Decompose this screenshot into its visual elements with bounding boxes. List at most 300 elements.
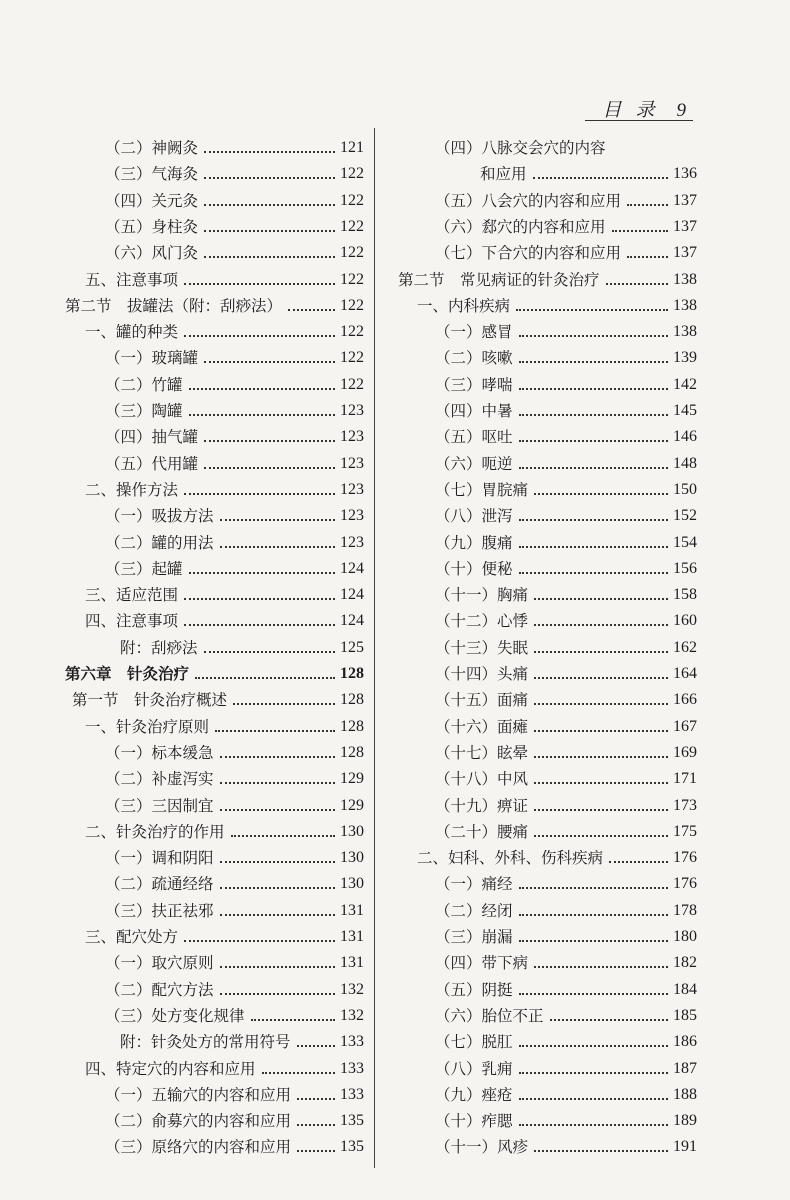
- toc-entry-title: （三）三因制宜: [105, 796, 214, 815]
- toc-entry-title: （二）疏通经络: [105, 875, 214, 894]
- toc-entry-title: 四、注意事项: [85, 612, 179, 631]
- toc-entry-page: 137: [673, 191, 697, 209]
- toc-entry-title: （三）陶罐: [105, 402, 183, 420]
- toc-entry-title: （二）神阙灸: [105, 139, 199, 157]
- dot-leader: [189, 572, 335, 574]
- toc-entry: [105, 342, 364, 368]
- toc-entry-title: （二）补虚泻实: [105, 770, 214, 789]
- dot-leader: [262, 1072, 335, 1074]
- toc-entry-title: （九）痤疮: [435, 1085, 513, 1104]
- dot-leader: [550, 1019, 668, 1021]
- toc-entry-title: （二）咳嗽: [435, 349, 513, 368]
- toc-entry-page: 131: [340, 928, 364, 945]
- dot-leader: [519, 887, 668, 889]
- toc-entry-title: 一、罐的种类: [85, 323, 179, 342]
- dot-leader: [220, 861, 335, 863]
- toc-entry-page: 152: [673, 507, 697, 525]
- toc-entry: [105, 1079, 364, 1105]
- dot-leader: [189, 414, 335, 416]
- toc-entry: [105, 842, 364, 868]
- toc-entry: [435, 369, 697, 395]
- dot-leader: [220, 966, 335, 968]
- toc-entry: [435, 237, 697, 263]
- dot-leader: [534, 756, 668, 758]
- dot-leader: [297, 1045, 335, 1047]
- toc-entry-page: 176: [673, 849, 697, 867]
- toc-entry-title: （十二）心悸: [435, 612, 529, 631]
- toc-entry-title: （十六）面瘫: [435, 717, 529, 736]
- toc-entry-title: 五、注意事项: [85, 270, 179, 289]
- toc-entry: [105, 947, 364, 973]
- dot-leader: [204, 651, 335, 653]
- toc-entry-page: 164: [673, 665, 697, 682]
- dot-leader: [519, 546, 668, 548]
- toc-entry-page: 131: [340, 901, 364, 919]
- toc-entry-title: （三）原络穴的内容和应用: [105, 1138, 292, 1157]
- toc-entry-title: （五）代用罐: [105, 454, 199, 473]
- toc-entry-page: 137: [673, 217, 697, 235]
- toc-entry-page: 131: [340, 954, 364, 972]
- toc-entry: [435, 921, 697, 947]
- toc-entry-title: （四）八脉交会穴的内容: [435, 139, 606, 157]
- toc-entry: [480, 158, 697, 184]
- toc-entry: [105, 1105, 364, 1131]
- dot-leader: [297, 1124, 335, 1126]
- toc-entry-page: 138: [673, 323, 697, 341]
- toc-entry: [435, 316, 697, 342]
- dot-leader: [195, 677, 335, 679]
- toc-entry: [435, 1000, 697, 1026]
- toc-entry-page: 184: [673, 980, 697, 998]
- toc-entry-page: 160: [673, 612, 697, 630]
- toc-entry-page: 133: [340, 1085, 364, 1103]
- dot-leader: [519, 940, 668, 942]
- dot-leader: [534, 966, 668, 968]
- dot-leader: [204, 440, 335, 442]
- toc-entry: [435, 579, 697, 605]
- dot-leader: [534, 730, 668, 732]
- toc-entry-title: （七）脱肛: [435, 1033, 513, 1052]
- toc-entry-page: 124: [340, 612, 364, 630]
- dot-leader: [204, 467, 335, 469]
- toc-entry: [72, 684, 364, 710]
- toc-entry: [435, 684, 697, 710]
- toc-entry: [105, 763, 364, 789]
- toc-entry-page: 125: [340, 638, 364, 656]
- dot-leader: [534, 703, 668, 705]
- toc-entry-title: 第二节 常见病证的针灸治疗: [398, 270, 600, 289]
- toc-entry-page: 146: [673, 428, 697, 446]
- dot-leader: [516, 309, 668, 311]
- toc-entry: [105, 1131, 364, 1157]
- toc-entry-page: 124: [340, 586, 364, 604]
- toc-entry-page: 132: [340, 1006, 364, 1024]
- toc-entry: [85, 921, 364, 947]
- toc-entry-title: （一）取穴原则: [105, 954, 214, 973]
- dot-leader: [612, 230, 668, 232]
- toc-entry-title: （一）吸拔方法: [105, 507, 214, 526]
- toc-entry-title: （三）处方变化规律: [105, 1006, 245, 1025]
- toc-entry: [105, 974, 364, 1000]
- toc-entry-page: 173: [673, 796, 697, 814]
- dot-leader: [204, 151, 335, 153]
- toc-entry-page: 123: [340, 507, 364, 525]
- toc-entry: [85, 474, 364, 500]
- toc-entry-title: （三）气海灸: [105, 165, 199, 184]
- toc-entry-title: （五）呕吐: [435, 428, 513, 447]
- dot-leader: [204, 204, 335, 206]
- dot-leader: [606, 283, 668, 285]
- toc-entry-title: （一）调和阴阳: [105, 849, 214, 868]
- toc-entry: [435, 342, 697, 368]
- toc-entry-page: 135: [340, 1112, 364, 1130]
- toc-entry: [435, 527, 697, 553]
- toc-entry: [120, 1026, 364, 1052]
- toc-entry-page: 123: [340, 480, 364, 498]
- dot-leader: [534, 598, 668, 600]
- toc-entry-page: 122: [340, 191, 364, 209]
- toc-entry: [435, 1131, 697, 1157]
- toc-entry-title: （五）阴挺: [435, 980, 513, 999]
- toc-entry-page: 129: [340, 770, 364, 788]
- dot-leader: [534, 624, 668, 626]
- toc-entry-title: （六）呃逆: [435, 454, 513, 473]
- toc-entry-title: （三）扶正祛邪: [105, 901, 214, 920]
- dot-leader: [519, 1072, 668, 1074]
- toc-entry-title: （七）下合穴的内容和应用: [435, 244, 622, 263]
- toc-entry: [85, 605, 364, 631]
- toc-entry: [435, 737, 697, 763]
- dot-leader: [233, 703, 335, 705]
- toc-entry: [435, 553, 697, 579]
- toc-entry: [105, 527, 364, 553]
- dot-leader: [519, 1045, 668, 1047]
- toc-entry-page: 123: [340, 454, 364, 472]
- dot-leader: [184, 598, 335, 600]
- toc-entry: [105, 500, 364, 526]
- toc-entry: [105, 895, 364, 921]
- toc-entry: [105, 185, 364, 211]
- dot-leader: [519, 388, 668, 390]
- toc-entry-page: 133: [340, 1059, 364, 1077]
- dot-leader: [534, 1150, 668, 1152]
- toc-entry: [105, 790, 364, 816]
- toc-entry: [85, 579, 364, 605]
- toc-entry: [65, 290, 364, 316]
- toc-entry-title: （十）痄腮: [435, 1112, 513, 1131]
- dot-leader: [519, 1124, 668, 1126]
- dot-leader: [204, 256, 335, 258]
- toc-entry-page: 162: [673, 638, 697, 656]
- dot-leader: [519, 335, 668, 337]
- toc-entry-page: 122: [340, 217, 364, 235]
- toc-entry-title: 二、操作方法: [85, 480, 179, 499]
- toc-entry: [105, 369, 364, 395]
- toc-entry-page: 122: [340, 349, 364, 367]
- toc-entry-page: 175: [673, 822, 697, 840]
- dot-leader: [220, 782, 335, 784]
- toc-entry-title: （二）俞募穴的内容和应用: [105, 1112, 292, 1131]
- toc-entry-title: 四、特定穴的内容和应用: [85, 1059, 256, 1078]
- toc-entry: [435, 895, 697, 921]
- dot-leader: [534, 809, 668, 811]
- dot-leader: [204, 230, 335, 232]
- dot-leader: [204, 361, 335, 363]
- toc-entry-page: 188: [673, 1085, 697, 1103]
- toc-entry-page: 150: [673, 480, 697, 498]
- toc-entry-page: 191: [673, 1138, 697, 1156]
- toc-entry-title: （十）便秘: [435, 559, 513, 578]
- dot-leader: [220, 914, 335, 916]
- toc-entry: [85, 264, 364, 290]
- toc-entry-title: （四）带下病: [435, 954, 529, 973]
- toc-entry-page: 130: [340, 822, 364, 840]
- page-number: 9: [676, 100, 690, 121]
- toc-entry: [65, 658, 364, 684]
- dot-leader: [519, 440, 668, 442]
- toc-entry-title: （六）胎位不正: [435, 1006, 544, 1025]
- toc-entry-page: 122: [340, 296, 364, 314]
- dot-leader: [231, 835, 335, 837]
- dot-leader: [519, 414, 668, 416]
- toc-entry-title: （二）配穴方法: [105, 980, 214, 999]
- toc-entry: [435, 1105, 697, 1131]
- dot-leader: [519, 519, 668, 521]
- toc-entry-page: 130: [340, 875, 364, 893]
- column-divider: [374, 128, 375, 1168]
- toc-entry-title: 三、配穴处方: [85, 928, 179, 946]
- toc-entry-title: （三）起罐: [105, 559, 183, 578]
- toc-entry-title: （十五）面痛: [435, 691, 529, 710]
- toc-entry: [435, 395, 697, 421]
- toc-entry: [105, 737, 364, 763]
- dot-leader: [534, 677, 668, 679]
- toc-entry-title: （六）风门灸: [105, 244, 199, 263]
- toc-entry: [85, 816, 364, 842]
- toc-entry-title: 二、妇科、外科、伤科疾病: [417, 849, 604, 868]
- toc-entry: [435, 605, 697, 631]
- toc-entry-page: 130: [340, 849, 364, 867]
- toc-entry-title: （十一）风疹: [435, 1138, 529, 1157]
- dot-leader: [627, 256, 668, 258]
- toc-entry-page: 122: [340, 375, 364, 393]
- dot-leader: [609, 861, 668, 863]
- toc-entry: [435, 711, 697, 737]
- toc-entry-page: 137: [673, 244, 697, 262]
- toc-entry-title: （一）感冒: [435, 323, 513, 342]
- toc-entry-title: （五）八会穴的内容和应用: [435, 191, 622, 210]
- toc-entry-title: 三、适应范围: [85, 586, 179, 605]
- toc-entry-page: 124: [340, 559, 364, 577]
- dot-leader: [184, 940, 335, 942]
- toc-entry-title: 一、内科疾病: [417, 296, 511, 315]
- toc-entry: [435, 448, 697, 474]
- toc-entry-title: 第六章 针灸治疗: [65, 664, 190, 683]
- toc-entry-title: 附：刮痧法: [120, 638, 198, 657]
- toc-entry-page: 135: [340, 1138, 364, 1156]
- toc-entry-page: 142: [673, 375, 697, 393]
- toc-entry: [85, 711, 364, 737]
- toc-entry: [105, 1000, 364, 1026]
- toc-entry-page: 156: [673, 559, 697, 577]
- toc-entry: [105, 448, 364, 474]
- toc-entry: [105, 553, 364, 579]
- toc-entry-page: 132: [340, 980, 364, 998]
- toc-entry: [398, 264, 697, 290]
- toc-entry-title: （一）痛经: [435, 875, 513, 894]
- toc-entry-page: 136: [673, 165, 697, 183]
- toc-entry: [435, 1026, 697, 1052]
- toc-entry-title: （四）抽气罐: [105, 428, 199, 447]
- toc-entry: [435, 658, 697, 684]
- dot-leader: [184, 283, 335, 285]
- toc-entry-title: （十九）痹证: [435, 796, 529, 815]
- toc-entry-page: 122: [340, 165, 364, 183]
- toc-entry-page: 158: [673, 586, 697, 604]
- toc-entry: [435, 132, 697, 158]
- toc-entry-title: （十三）失眠: [435, 638, 529, 657]
- toc-entry-title: 第二节 拔罐法（附：刮痧法）: [65, 296, 283, 315]
- toc-entry-title: 第一节 针灸治疗概述: [72, 691, 228, 710]
- toc-entry-page: 133: [340, 1033, 364, 1051]
- toc-entry-title: 二、针灸治疗的作用: [85, 822, 225, 841]
- toc-entry-title: （四）中暑: [435, 402, 513, 420]
- toc-entry: [435, 974, 697, 1000]
- toc-entry-page: 178: [673, 901, 697, 919]
- toc-entry-page: 129: [340, 796, 364, 814]
- toc-entry-title: （十四）头痛: [435, 665, 529, 683]
- toc-entry-page: 182: [673, 954, 697, 972]
- dot-leader: [519, 572, 668, 574]
- toc-entry-title: （二）经闭: [435, 901, 513, 920]
- toc-entry: [105, 132, 364, 158]
- toc-entry-page: 154: [673, 533, 697, 551]
- dot-leader: [534, 782, 668, 784]
- toc-entry-title: （十八）中风: [435, 770, 529, 789]
- toc-entry-title: （十七）眩晕: [435, 743, 529, 762]
- dot-leader: [519, 914, 668, 916]
- dot-leader: [519, 993, 668, 995]
- dot-leader: [519, 1098, 668, 1100]
- toc-entry: [105, 158, 364, 184]
- toc-entry-title: （五）身柱灸: [105, 217, 199, 236]
- toc-entry-page: 128: [340, 691, 364, 709]
- toc-entry: [435, 816, 697, 842]
- toc-entry-title: （四）关元灸: [105, 191, 199, 210]
- toc-entry-page: 138: [673, 270, 697, 288]
- toc-entry: [435, 474, 697, 500]
- running-header: [602, 95, 690, 122]
- dot-leader: [220, 887, 335, 889]
- toc-entry-page: 185: [673, 1006, 697, 1024]
- toc-entry-title: （二）竹罐: [105, 375, 183, 394]
- toc-entry-page: 186: [673, 1033, 697, 1051]
- toc-entry: [435, 868, 697, 894]
- toc-entry-page: 189: [673, 1112, 697, 1130]
- toc-entry: [417, 290, 697, 316]
- dot-leader: [627, 204, 668, 206]
- toc-entry-title: 附：针灸处方的常用符号: [120, 1033, 291, 1052]
- toc-entry: [105, 237, 364, 263]
- toc-entry: [120, 632, 364, 658]
- dot-leader: [288, 309, 335, 311]
- toc-entry-page: 128: [340, 665, 364, 682]
- toc-entry: [417, 842, 697, 868]
- toc-entry-page: 148: [673, 454, 697, 472]
- dot-leader: [534, 835, 668, 837]
- dot-leader: [297, 1150, 335, 1152]
- toc-entry-title: （七）胃脘痛: [435, 480, 529, 499]
- toc-entry-page: 176: [673, 875, 697, 893]
- dot-leader: [204, 177, 335, 179]
- toc-entry-page: 128: [340, 743, 364, 761]
- dot-leader: [189, 388, 335, 390]
- toc-entry-page: 145: [673, 402, 697, 419]
- toc-entry: [435, 185, 697, 211]
- toc-entry-title: （八）乳痈: [435, 1059, 513, 1078]
- dot-leader: [220, 809, 335, 811]
- toc-entry: [105, 421, 364, 447]
- toc-entry-page: 139: [673, 349, 697, 367]
- toc-entry-page: 123: [340, 402, 364, 419]
- dot-leader: [533, 177, 668, 179]
- toc-entry-page: 169: [673, 743, 697, 761]
- toc-entry: [435, 421, 697, 447]
- toc-entry-title: 一、针灸治疗原则: [85, 717, 210, 736]
- dot-leader: [215, 730, 335, 732]
- dot-leader: [519, 467, 668, 469]
- toc-entry-page: 167: [673, 717, 697, 735]
- toc-entry-title: 和应用: [480, 165, 527, 184]
- toc-entry: [435, 763, 697, 789]
- toc-entry-title: （三）哮喘: [435, 375, 513, 394]
- dot-leader: [184, 335, 335, 337]
- toc-entry-title: （一）标本缓急: [105, 743, 214, 762]
- dot-leader: [534, 493, 668, 495]
- dot-leader: [220, 519, 335, 521]
- dot-leader: [220, 546, 335, 548]
- toc-entry-title: （一）五输穴的内容和应用: [105, 1085, 292, 1104]
- toc-entry-page: 138: [673, 296, 697, 314]
- toc-entry: [85, 1053, 364, 1079]
- dot-leader: [297, 1098, 335, 1100]
- toc-entry-title: （三）崩漏: [435, 928, 513, 946]
- header-rule: [585, 120, 693, 121]
- toc-entry: [435, 947, 697, 973]
- toc-entry-page: 123: [340, 533, 364, 551]
- running-header-title: 目 录: [602, 99, 659, 121]
- toc-entry-page: 122: [340, 244, 364, 262]
- toc-entry: [435, 211, 697, 237]
- toc-entry: [85, 316, 364, 342]
- dot-leader: [251, 1019, 335, 1021]
- toc-entry-page: 121: [340, 139, 364, 156]
- toc-entry-title: （六）郄穴的内容和应用: [435, 217, 606, 236]
- toc-entry-title: （八）泄泻: [435, 507, 513, 526]
- dot-leader: [519, 361, 668, 363]
- toc-entry-title: （二）罐的用法: [105, 533, 214, 552]
- toc-entry-page: 122: [340, 323, 364, 341]
- dot-leader: [184, 493, 335, 495]
- toc-entry-title: （二十）腰痛: [435, 822, 529, 841]
- toc-entry-page: 128: [340, 717, 364, 735]
- toc-entry-page: 180: [673, 928, 697, 945]
- toc-entry-page: 171: [673, 770, 697, 788]
- toc-entry: [435, 1053, 697, 1079]
- toc-entry-title: （一）玻璃罐: [105, 349, 199, 368]
- toc-entry-page: 166: [673, 691, 697, 709]
- toc-entry-page: 122: [340, 270, 364, 288]
